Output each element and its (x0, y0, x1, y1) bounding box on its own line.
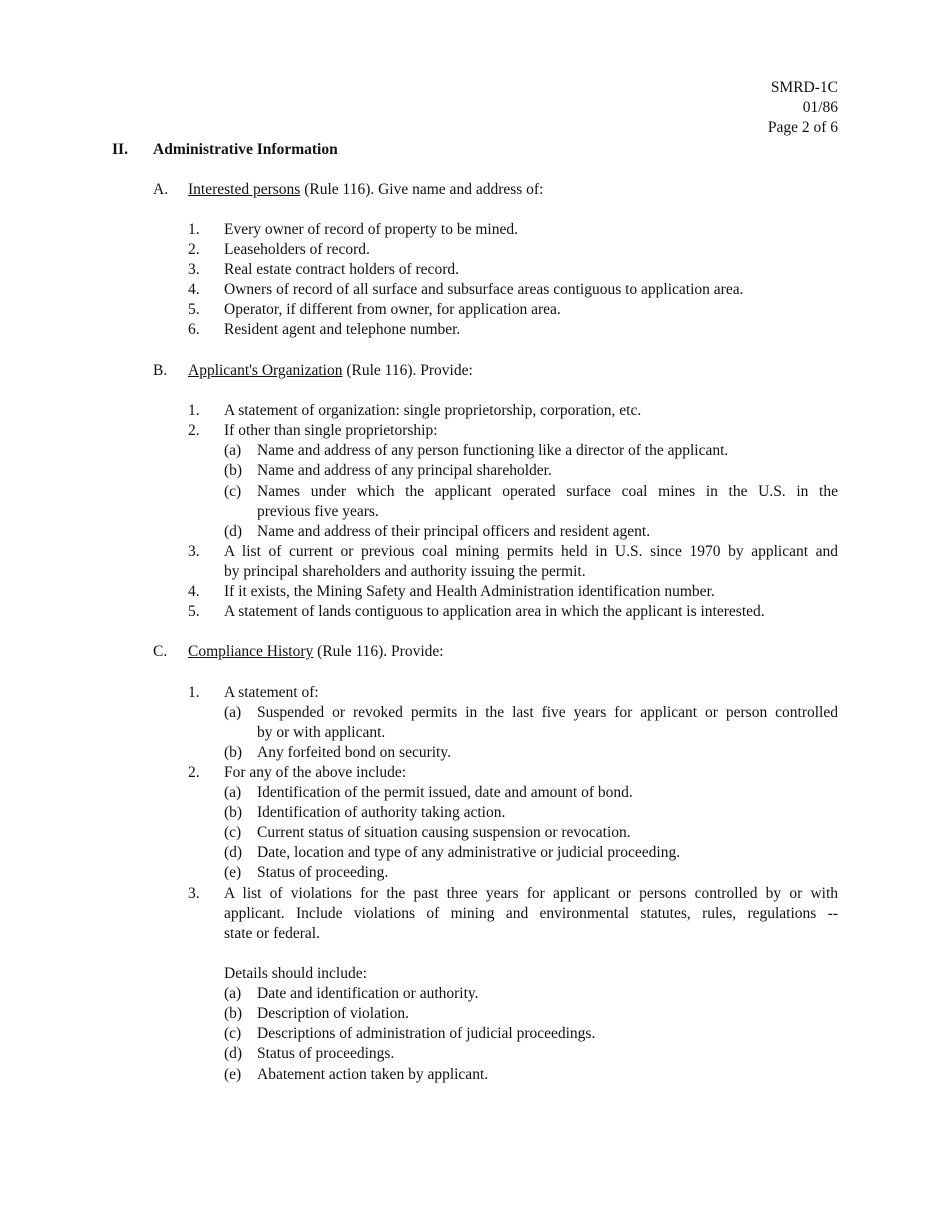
subsection-b-letter: B. (153, 362, 168, 379)
details-label: Details should include: (224, 965, 367, 982)
sub-item: Abatement action taken by applicant. (257, 1066, 489, 1083)
list-number: 3. (188, 885, 200, 902)
list-number: 2. (188, 764, 200, 781)
list-number: 1. (188, 221, 200, 238)
sub-item: Current status of situation causing suspension or revocation. (257, 824, 631, 841)
sub-letter: (a) (224, 985, 242, 1002)
sub-item-continued: by or with applicant. (257, 724, 386, 741)
list-item: If it exists, the Mining Safety and Health Administration identification number. (224, 583, 715, 600)
list-number: 3. (188, 543, 200, 560)
subsection-a-heading: Interested persons (Rule 116). Give name and address of: (188, 181, 544, 198)
sub-letter: (a) (224, 704, 242, 721)
section-title: Administrative Information (153, 141, 338, 158)
sub-letter: (c) (224, 483, 242, 500)
subsection-a-letter: A. (153, 181, 169, 198)
sub-letter: (a) (224, 784, 242, 801)
sub-letter: (d) (224, 1045, 243, 1062)
subsection-b-heading: Applicant's Organization (Rule 116). Provide: (188, 362, 473, 379)
sub-item: Descriptions of administration of judicial proceedings. (257, 1025, 596, 1042)
list-number: 2. (188, 422, 200, 439)
list-item: Leaseholders of record. (224, 241, 370, 258)
list-number: 5. (188, 301, 200, 318)
sub-letter: (b) (224, 744, 243, 761)
subsection-c-letter: C. (153, 643, 168, 660)
list-number: 1. (188, 684, 200, 701)
sub-item: Name and address of any principal shareholder. (257, 462, 552, 479)
list-item-continued: by principal shareholders and authority issuing the permit. (224, 563, 586, 580)
list-item: For any of the above include: (224, 764, 407, 781)
sub-letter: (b) (224, 1005, 243, 1022)
list-number: 3. (188, 261, 200, 278)
list-item-continued: applicant. Include violations of mining and environmental statutes, rules, regulations -- (224, 905, 838, 922)
sub-letter: (c) (224, 1025, 242, 1042)
section-number: II. (112, 141, 128, 158)
list-item: A list of violations for the past three years for applicant or persons controlled by or with (224, 885, 838, 902)
page-number: Page 2 of 6 (767, 119, 838, 136)
list-item-continued: state or federal. (224, 925, 320, 942)
sub-letter: (e) (224, 1066, 242, 1083)
sub-item: Date, location and type of any administrative or judicial proceeding. (257, 844, 681, 861)
sub-letter: (b) (224, 804, 243, 821)
sub-letter: (d) (224, 844, 243, 861)
list-item: Every owner of record of property to be mined. (224, 221, 518, 238)
sub-item: Any forfeited bond on security. (257, 744, 451, 761)
sub-item: Suspended or revoked permits in the last five years for applicant or person controlled (257, 704, 838, 721)
sub-letter: (b) (224, 462, 243, 479)
list-item: Operator, if different from owner, for application area. (224, 301, 561, 318)
list-item: A statement of lands contiguous to application area in which the applicant is interested. (224, 603, 765, 620)
form-date: 01/86 (802, 99, 838, 116)
form-number: SMRD-1C (770, 79, 838, 96)
sub-letter: (d) (224, 523, 243, 540)
list-number: 1. (188, 402, 200, 419)
sub-item: Names under which the applicant operated surface coal mines in the U.S. in the (257, 483, 838, 500)
sub-item: Name and address of their principal officers and resident agent. (257, 523, 651, 540)
subsection-c-heading: Compliance History (Rule 116). Provide: (188, 643, 444, 660)
form-header (768, 78, 838, 138)
list-number: 5. (188, 603, 200, 620)
sub-item: Status of proceedings. (257, 1045, 395, 1062)
list-number: 2. (188, 241, 200, 258)
list-item: A list of current or previous coal mining permits held in U.S. since 1970 by applicant and (224, 543, 838, 560)
sub-item: Date and identification or authority. (257, 985, 479, 1002)
list-item: If other than single proprietorship: (224, 422, 438, 439)
list-item: Resident agent and telephone number. (224, 321, 461, 338)
list-item: A statement of: (224, 684, 319, 701)
sub-item-continued: previous five years. (257, 503, 379, 520)
list-item: A statement of organization: single proprietorship, corporation, etc. (224, 402, 642, 419)
list-number: 6. (188, 321, 200, 338)
list-item: Real estate contract holders of record. (224, 261, 459, 278)
sub-item: Name and address of any person functioning like a director of the applicant. (257, 442, 729, 459)
sub-letter: (a) (224, 442, 242, 459)
list-number: 4. (188, 583, 200, 600)
list-number: 4. (188, 281, 200, 298)
sub-item: Identification of the permit issued, date and amount of bond. (257, 784, 633, 801)
sub-letter: (e) (224, 864, 242, 881)
sub-item: Identification of authority taking action. (257, 804, 506, 821)
sub-letter: (c) (224, 824, 242, 841)
sub-item: Status of proceeding. (257, 864, 389, 881)
list-item: Owners of record of all surface and subsurface areas contiguous to application area. (224, 281, 744, 298)
sub-item: Description of violation. (257, 1005, 409, 1022)
